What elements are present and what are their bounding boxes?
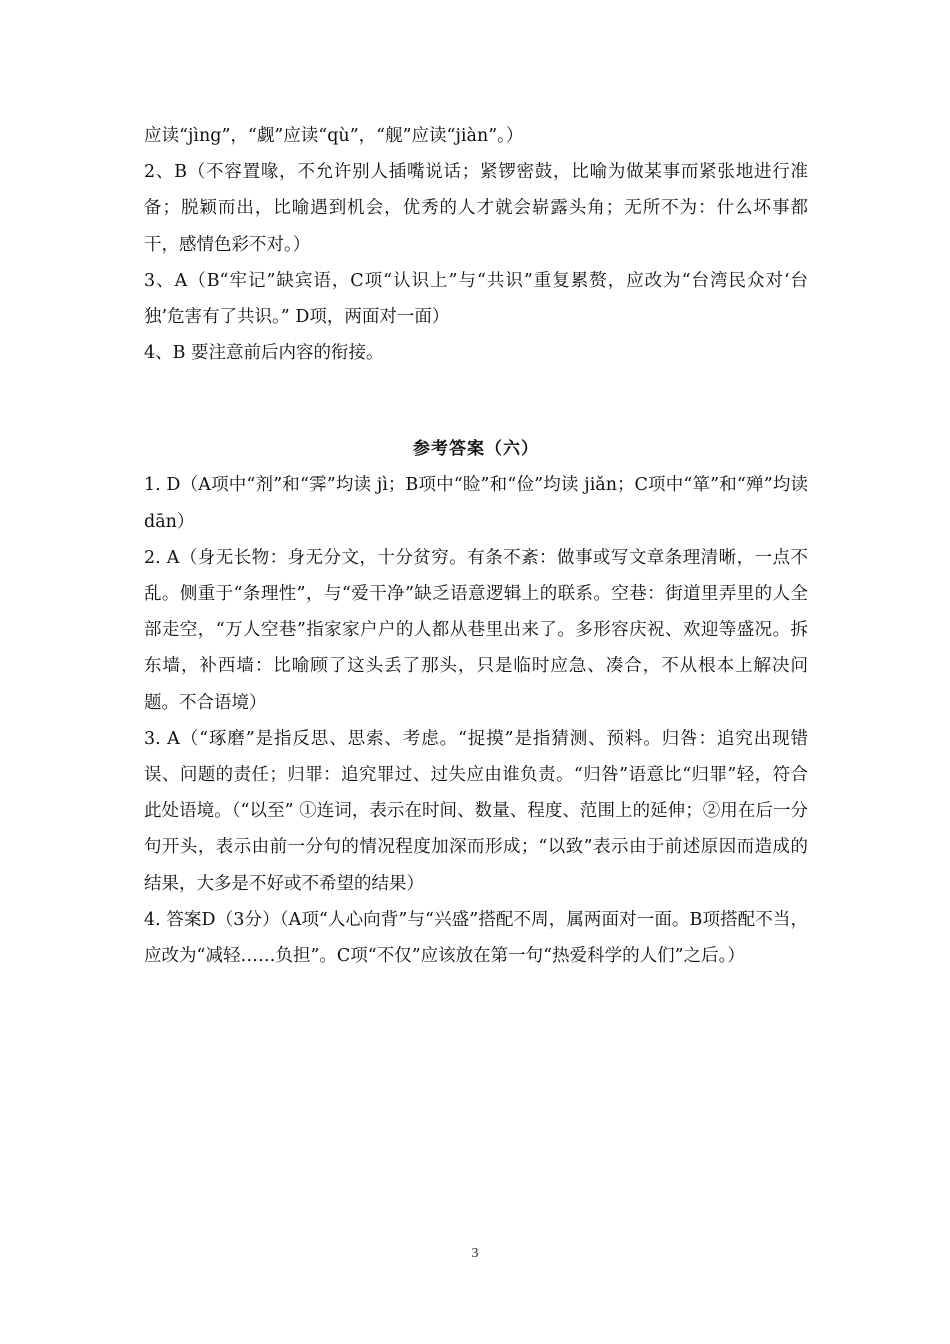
answer-paragraph: 3. A（“琢磨”是指反思、思索、考虑。“捉摸”是指猜测、预料。归咎：追究出现错误、问题的责任；归罪：追究罪过、过失应由谁负责。“归咎”语意比“归罪”轻，符合此处语境。（“以至” ①连词，表示在时间、数量、程度、范围上的延伸；②用在后一分句开头，表示由前一分句的情况程度加深而形成；“以致”表示由于前述原因而造成的结果，大多是不好或不希望的结果） [144,728,808,894]
page-number: 3 [471,1246,479,1261]
answer-paragraph: 4、B 要注意前后内容的衔接。 [144,343,384,364]
section-heading: 参考答案（六） [413,439,539,460]
answer-paragraph: 4. 答案D（3分）（A项“人心向背”与“兴盛”搭配不周，属两面对一面。B项搭配不当，应改为“减轻……负担”。C项“不仅”应该放在第一句“热爱科学的人们”之后。） [144,909,808,967]
answer-paragraph: 1. D（A项中“剂”和“霁”均读 jì；B项中“睑”和“俭”均读 jiǎn；C项中“箪”和“殚”均读 dān） [144,475,808,532]
answer-paragraph: 应读“jìng”，“觑”应读“qù”，“舰”应读“jiàn”。） [144,126,524,146]
answer-paragraph: 2. A（身无长物：身无分文，十分贫穷。有条不紊：做事或写文章条理清晰，一点不乱。侧重于“条理性”，与“爱干净”缺乏语意逻辑上的联系。空巷：街道里弄里的人全部走空，“万人空巷”指家家户户的人都从巷里出来了。多形容庆祝、欢迎等盛况。拆东墙，补西墙：比喻顾了这头丢了那头，只是临时应急、凑合，不从根本上解决问题。不合语境） [144,547,808,713]
page-content [144,118,808,974]
section-spacer [144,371,808,431]
answer-paragraph: 3、A（B“牢记”缺宾语，C项“认识上”与“共识”重复累赘，应改为“台湾民众对‘台独’危害有了共识。” D项，两面对一面） [144,270,808,328]
answer-paragraph: 2、B（不容置喙，不允许别人插嘴说话；紧锣密鼓，比喻为做某事而紧张地进行准备；脱颖而出，比喻遇到机会，优秀的人才就会崭露头角；无所不为：什么坏事都干，感情色彩不对。） [144,162,808,255]
